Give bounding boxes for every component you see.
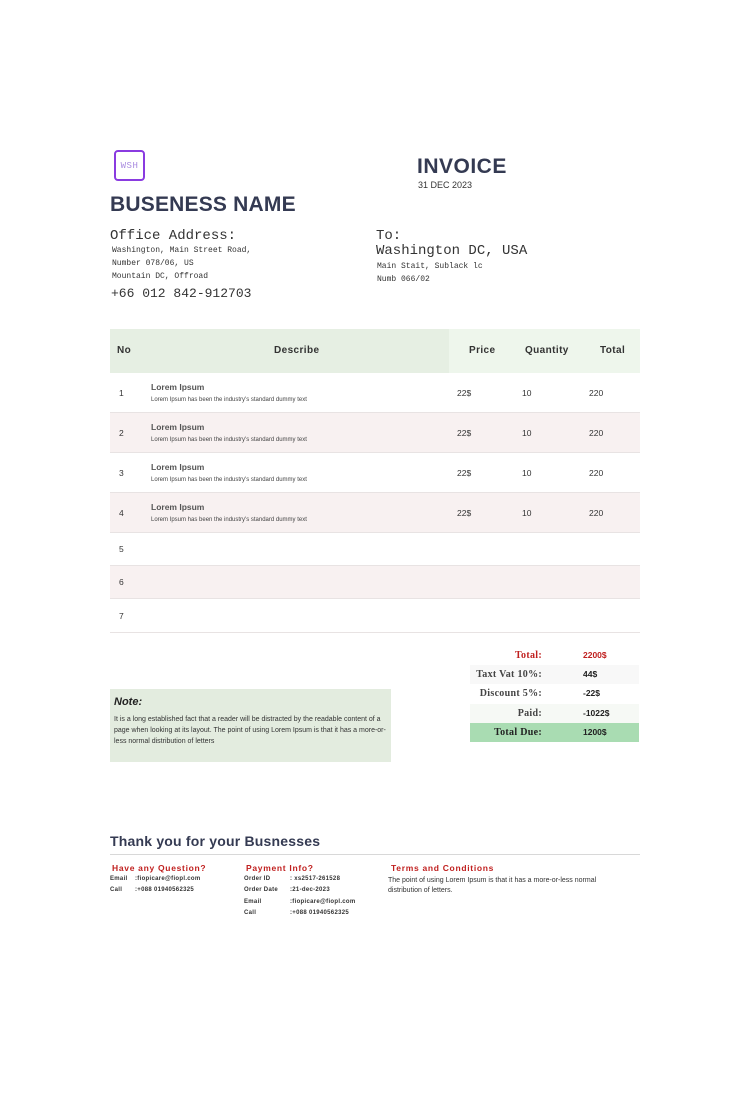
payment-heading: Payment Info? — [246, 863, 314, 873]
total-due-value: 1200$ — [583, 727, 607, 737]
question-heading: Have any Question? — [112, 863, 207, 873]
business-name: BUSENESS NAME — [110, 193, 296, 216]
header-describe: Describe — [274, 345, 320, 356]
payment-call-label: Call — [244, 910, 257, 916]
row-number: 6 — [119, 577, 124, 587]
item-description: Lorem Ipsum has been the industry's standard dummy text — [151, 477, 307, 483]
item-total: 220 — [589, 388, 604, 398]
table-row — [110, 493, 640, 533]
row-number: 3 — [119, 468, 124, 478]
recipient-address-line: Main Stait, Sublack lc — [377, 262, 483, 271]
invoice-date: 31 DEC 2023 — [418, 180, 473, 190]
item-price: 22$ — [457, 508, 472, 518]
paid-value: -1022$ — [583, 708, 610, 718]
item-total: 220 — [589, 468, 604, 478]
question-call-value[interactable]: :+088 01940562325 — [135, 887, 194, 893]
table-row — [110, 533, 640, 566]
total-row — [470, 646, 639, 665]
footer-divider — [110, 854, 640, 855]
item-description: Lorem Ipsum has been the industry's standard dummy text — [151, 437, 307, 443]
row-number: 7 — [119, 611, 124, 621]
total-value: 2200$ — [583, 650, 607, 660]
discount-label: Discount 5%: — [479, 688, 542, 699]
table-row — [110, 373, 640, 413]
header-price: Price — [469, 345, 496, 356]
office-address-line: Number 078/06, US — [112, 259, 194, 268]
item-description: Lorem Ipsum has been the industry's standard dummy text — [151, 517, 307, 523]
office-address-line: Mountain DC, Offroad — [112, 272, 209, 281]
paid-label: Paid: — [517, 708, 542, 719]
terms-text: The point of using Lorem Ipsum is that it has a more-or-less normal distribution of letters. — [388, 877, 597, 894]
row-number: 1 — [119, 388, 124, 398]
items-table — [110, 329, 640, 633]
item-description: Lorem Ipsum has been the industry's standard dummy text — [151, 397, 307, 403]
table-row — [110, 453, 640, 493]
thank-you-message: Thank you for your Busnesses — [110, 833, 321, 849]
item-quantity: 10 — [522, 388, 532, 398]
question-call-label: Call — [110, 887, 123, 893]
terms-heading: Terms and Conditions — [391, 863, 495, 873]
total-due-label: Total Due: — [494, 727, 542, 738]
item-price: 22$ — [457, 468, 472, 478]
item-quantity: 10 — [522, 508, 532, 518]
discount-row — [470, 684, 639, 703]
item-quantity: 10 — [522, 468, 532, 478]
office-address-label: Office Address: — [110, 228, 237, 244]
note-box — [110, 689, 391, 762]
recipient-label: To: — [376, 228, 402, 244]
vat-value: 44$ — [583, 669, 598, 679]
question-email-label: Email — [110, 876, 128, 882]
question-email-value[interactable]: :fiopicare@fiopl.com — [135, 876, 201, 882]
recipient-city: Washington DC, USA — [376, 243, 528, 259]
item-price: 22$ — [457, 388, 472, 398]
note-text: It is a long established fact that a reader will be distracted by the readable content of a page when looking at its layout. The point of using Lorem Ipsum is that it has a more-or-less normal distribution of letters — [114, 716, 386, 745]
item-title: Lorem Ipsum — [151, 422, 205, 432]
payment-order-date-value: :21-dec-2023 — [290, 887, 330, 893]
vat-row — [470, 665, 639, 684]
payment-order-date-label: Order Date — [244, 887, 279, 893]
office-address-line: Washington, Main Street Road, — [112, 246, 252, 255]
company-logo: WSH — [114, 150, 145, 181]
row-number: 4 — [119, 508, 124, 518]
total-due-row — [470, 723, 639, 742]
table-row — [110, 566, 640, 599]
invoice-title: INVOICE — [417, 155, 507, 178]
payment-email-value[interactable]: :fiopicare@fiopl.com — [290, 899, 356, 905]
discount-value: -22$ — [583, 688, 601, 698]
header-total: Total — [600, 345, 626, 356]
recipient-address-line: Numb 066/02 — [377, 275, 430, 284]
note-title: Note: — [114, 696, 143, 708]
payment-order-id-label: Order ID — [244, 876, 271, 882]
header-quantity: Quantity — [525, 345, 569, 356]
payment-email-label: Email — [244, 899, 262, 905]
item-total: 220 — [589, 428, 604, 438]
item-title: Lorem Ipsum — [151, 502, 205, 512]
header-no: No — [117, 345, 132, 356]
vat-label: Taxt Vat 10%: — [476, 669, 542, 680]
payment-call-value[interactable]: :+088 01940562325 — [290, 910, 349, 916]
row-number: 2 — [119, 428, 124, 438]
item-title: Lorem Ipsum — [151, 462, 205, 472]
total-label: Total: — [515, 650, 542, 661]
office-phone: +66 012 842-912703 — [111, 286, 252, 301]
item-quantity: 10 — [522, 428, 532, 438]
payment-order-id-value: : xs2517-261528 — [290, 876, 341, 882]
item-price: 22$ — [457, 428, 472, 438]
table-header — [110, 329, 640, 373]
table-row — [110, 599, 640, 633]
paid-row — [470, 704, 639, 723]
table-row — [110, 413, 640, 453]
item-title: Lorem Ipsum — [151, 382, 205, 392]
row-number: 5 — [119, 544, 124, 554]
item-total: 220 — [589, 508, 604, 518]
